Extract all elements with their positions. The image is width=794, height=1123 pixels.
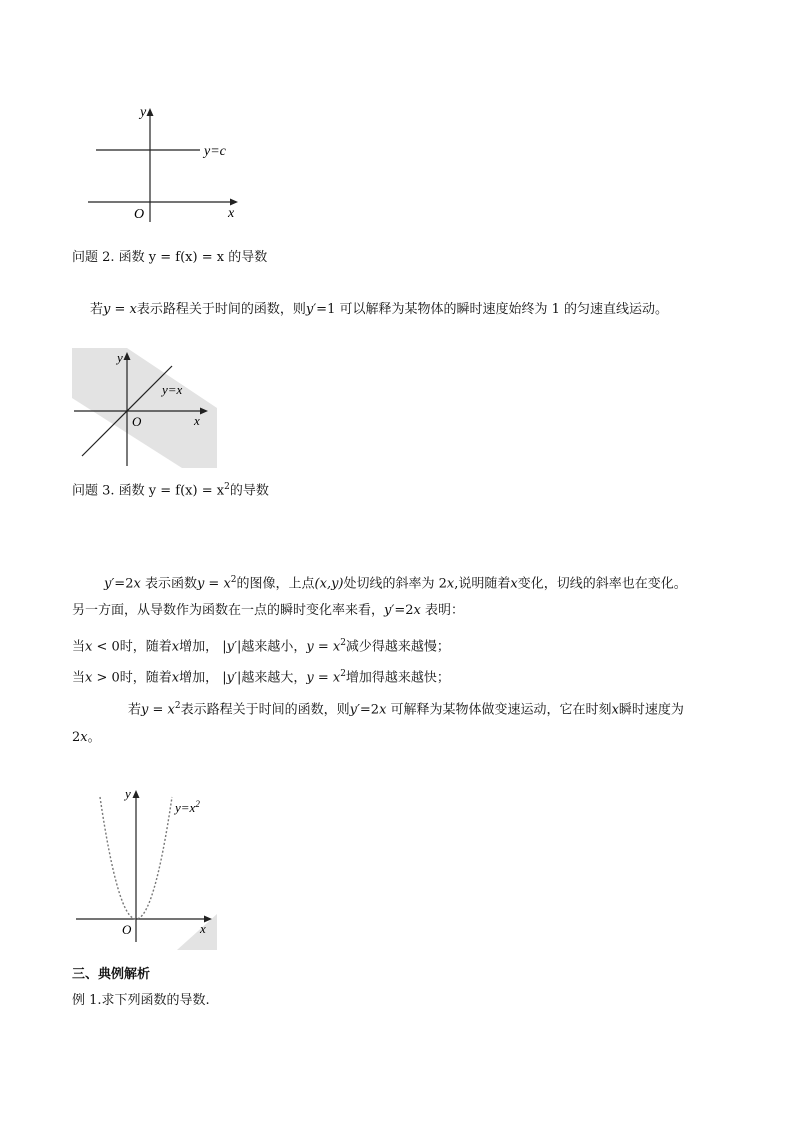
y-axis-arrow (147, 108, 154, 116)
x-axis-label: x (200, 921, 206, 936)
problem-2-caption: 问题 2. 函数 y = f(x) = x 的导数 (72, 250, 268, 265)
shaded-region (72, 348, 217, 468)
paragraph-variable-motion: 若$y = x^2$表示路程关于时间的函数，则y′=2x 可解释为某物体做变速运动，它在时刻x瞬时速度为 (128, 701, 684, 718)
x-axis-label: x (228, 206, 235, 221)
y-axis-label: y (117, 350, 123, 365)
constant-function-graph (80, 100, 250, 225)
paragraph-x-positive: 当x > 0时，随着x增加， |y′|越来越大，$y = x^2$增加得越来越快； (72, 669, 450, 686)
linear-function-graph (72, 348, 217, 468)
problem-3-caption: 问题 3. 函数 $y = f(x) = x^2$的导数 (72, 482, 269, 499)
x-axis-arrow (230, 199, 238, 206)
line-label: y=x (162, 382, 183, 397)
constant-line-label: y=c (204, 144, 226, 159)
figure-constant-function (80, 100, 250, 225)
paragraph-x-negative: 当x < 0时，随着x增加， |y′|越来越小，$y = x^2$减少得越来越慢； (72, 638, 450, 655)
paragraph-linear-interpretation: 若y = x表示路程关于时间的函数，则y′=1 可以解释为某物体的瞬时速度始终为 1 的匀速直线运动。 (90, 302, 669, 317)
origin-label: O (134, 207, 145, 222)
x-axis-label: x (194, 413, 200, 428)
curve-label: $y=x^2$ (175, 799, 200, 815)
y-axis-label: y (140, 105, 147, 120)
y-axis-label: y (125, 786, 131, 801)
paragraph-rate-of-change: 另一方面，从导数作为函数在一点的瞬时变化率来看，y′=2x 表明： (72, 603, 464, 618)
example-1-text: 例 1.求下列函数的导数. (72, 993, 210, 1008)
origin-label: O (132, 414, 142, 429)
figure-square-function (72, 782, 217, 950)
paragraph-variable-motion-cont: 2x。 (72, 730, 101, 745)
figure-linear-function (72, 348, 217, 468)
section-heading: 三、典例解析 (72, 967, 151, 982)
origin-label: O (122, 922, 132, 937)
y-axis-arrow (133, 790, 140, 798)
square-function-graph (72, 782, 217, 950)
paragraph-derivative-slope: y′=2x 表示函数$y = x^2$的图像，上点(x,y)处切线的斜率为 2x,说明随着x变化，切线的斜率也在变化。 (104, 575, 687, 592)
